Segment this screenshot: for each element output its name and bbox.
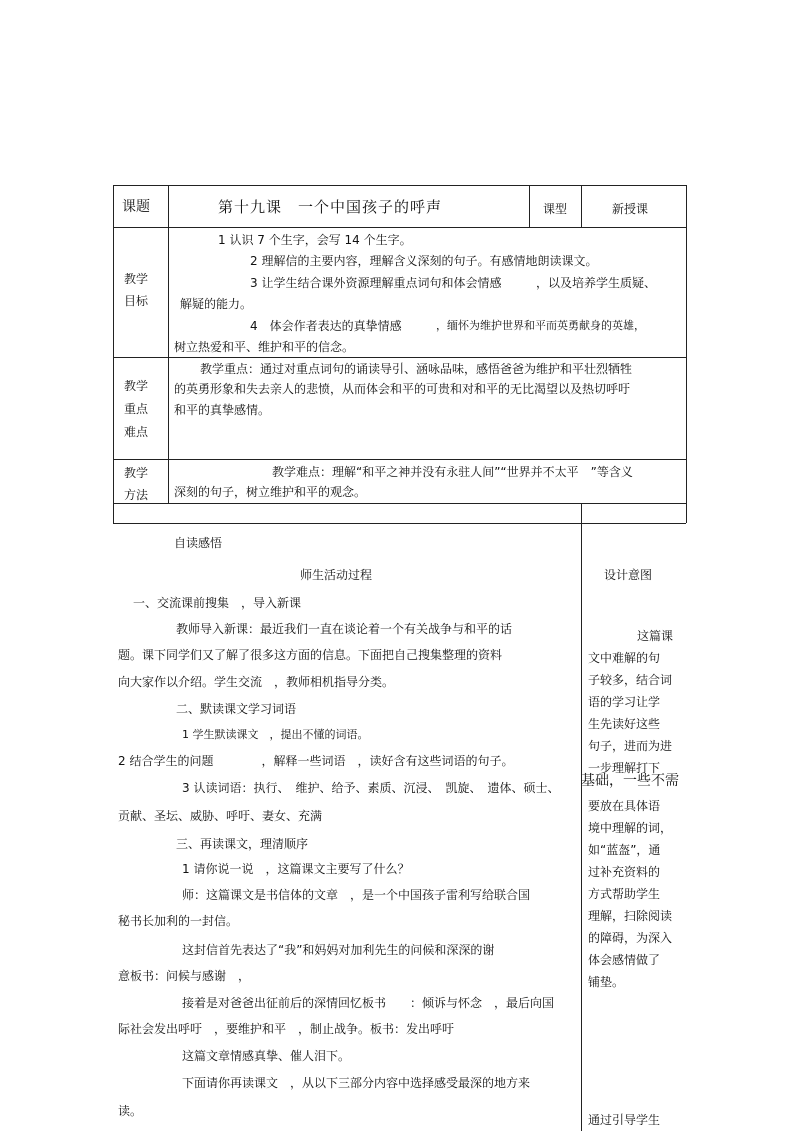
process-column-title: 师生活动过程 bbox=[300, 568, 373, 582]
goal-2: 2 理解信的主要内容，理解含义深刻的句子。有感情地朗读课文。 bbox=[250, 254, 598, 268]
para-3a: 1 请你说一说 ，这篇课文主要写了什么？ bbox=[182, 862, 410, 876]
grid-line bbox=[168, 185, 169, 503]
design-note-line: 如“蓝盔”，通 bbox=[588, 843, 661, 857]
design-note-line: 铺垫。 bbox=[588, 975, 625, 989]
para-2d: 贡献、圣坛、威胁、呼吁、妻女、充满 bbox=[118, 809, 323, 823]
para-3e: 意板书：问候与感谢 ， bbox=[118, 969, 251, 983]
focus-line-3: 和平的真挚感情。 bbox=[174, 403, 271, 417]
para-3c: 秘书长加利的一封信。 bbox=[118, 914, 239, 928]
para-3f: 接着是对爸爸出征前后的深情回忆板书 ：倾诉与怀念 ，最后向国 bbox=[182, 996, 555, 1010]
para-3g: 际社会发出呼吁 ，要维护和平 ，制止战争。板书：发出呼吁 bbox=[118, 1022, 455, 1036]
design-note-line: 体会感情做了 bbox=[588, 953, 661, 967]
topic-label: 课题 bbox=[122, 199, 150, 215]
design-note-line: 这篇课 bbox=[637, 629, 674, 643]
grid-line bbox=[529, 185, 530, 227]
para-3j: 读。 bbox=[118, 1104, 143, 1118]
focus-label-1: 教学 bbox=[124, 379, 149, 393]
method-label-1: 教学 bbox=[124, 466, 149, 480]
para-3i: 下面请你再读课文 ，从以下三部分内容中选择感受最深的地方来 bbox=[182, 1076, 531, 1090]
design-note-line: 理解，扫除阅读 bbox=[588, 909, 673, 923]
design-note-line: 通过引导学生 bbox=[588, 1113, 661, 1127]
design-note-line: 的障碍，为深入 bbox=[588, 931, 673, 945]
design-note-line: 过补充资料的 bbox=[588, 865, 661, 879]
focus-line-1: 教学重点：通过对重点词句的诵读导引、涵咏品味，感悟爸爸为维护和平壮烈牺牲 bbox=[200, 362, 633, 376]
grid-line bbox=[113, 357, 686, 358]
design-note-line: 子较多，结合词 bbox=[588, 673, 673, 687]
section-2-heading: 二、默读课文学习词语 bbox=[176, 702, 297, 716]
goal-4c: 树立热爱和平、维护和平的信念。 bbox=[174, 340, 355, 354]
para-3b: 师：这篇课文是书信体的文章 ，是一个中国孩子雷利写给联合国 bbox=[182, 888, 531, 902]
lesson-type: 新授课 bbox=[612, 202, 649, 216]
method-label-2: 方法 bbox=[124, 488, 149, 502]
grid-line bbox=[113, 523, 686, 524]
design-note-line: 方式帮助学生 bbox=[588, 887, 661, 901]
goal-3a: 3 让学生结合课外资源理解重点词句和体会情感 bbox=[250, 276, 502, 290]
design-column-title: 设计意图 bbox=[604, 568, 653, 582]
goal-4b: ，缅怀为维护世界和平而英勇献身的英雄， bbox=[436, 319, 645, 332]
focus-label-3: 难点 bbox=[124, 425, 149, 439]
para-2c: 3 认读词语：执行、 维护、给予、素质、沉浸、 凯旋、 遗体、硕士、 bbox=[182, 781, 560, 795]
para-1a: 教师导入新课：最近我们一直在谈论着一个有关战争与和平的话 bbox=[176, 622, 513, 636]
goals-label-1: 教学 bbox=[124, 272, 149, 286]
method-line-2: 深刻的句子，树立维护和平的观念。 bbox=[174, 485, 367, 499]
design-note-line: 一步理解打下 bbox=[588, 761, 661, 775]
grid-line bbox=[581, 503, 582, 1131]
section-3-heading: 三、再读课文，理清顺序 bbox=[176, 837, 309, 851]
design-note-line: 文中难解的句 bbox=[588, 651, 661, 665]
para-2b: 2 结合学生的问题 ，解释一些词语 ，读好含有这些词语的句子。 bbox=[118, 754, 514, 768]
para-3d: 这封信首先表达了“我”和妈妈对加利先生的问候和深深的谢 bbox=[182, 943, 495, 957]
focus-line-2: 的英勇形象和失去亲人的悲愤，从而体会和平的可贵和对和平的无比渴望以及热切呼吁 bbox=[174, 382, 631, 396]
goal-3b: ，以及培养学生质疑、 bbox=[536, 276, 657, 290]
grid-line bbox=[113, 185, 686, 186]
goal-4a: 4 体会作者表达的真挚情感 bbox=[250, 319, 402, 333]
para-1c: 向大家作以介绍。学生交流 ，教师相机指导分类。 bbox=[118, 675, 395, 689]
section-1-heading: 一、交流课前搜集 ，导入新课 bbox=[133, 596, 302, 610]
design-note-line: 境中理解的词， bbox=[588, 821, 673, 835]
type-label: 课型 bbox=[543, 202, 568, 216]
design-note-line: 要放在具体语 bbox=[588, 799, 661, 813]
grid-line bbox=[113, 227, 686, 228]
focus-label-2: 重点 bbox=[124, 402, 149, 416]
lesson-title: 第十九课 一个中国孩子的呼声 bbox=[218, 198, 443, 216]
goal-3c: 解疑的能力。 bbox=[180, 297, 253, 311]
design-note-line: 生先读好这些 bbox=[588, 717, 661, 731]
grid-line bbox=[113, 459, 686, 460]
goals-label-2: 目标 bbox=[124, 294, 149, 308]
grid-line bbox=[581, 185, 582, 227]
design-note-line: 句子，进而为进 bbox=[588, 739, 673, 753]
method-line-1: 教学难点：理解“和平之神并没有永驻人间”“世界并不太平 ”等含义 bbox=[272, 465, 633, 479]
grid-line bbox=[686, 185, 687, 523]
design-note-line: 基础，一些不需 bbox=[581, 773, 679, 789]
goal-1: 1 认识 7 个生字，会写 14 个生字。 bbox=[218, 233, 412, 247]
para-2a: 1 学生默读课文 ，提出不懂的词语。 bbox=[182, 728, 369, 741]
para-1b: 题。课下同学们又了解了很多这方面的信息。下面把自己搜集整理的资料 bbox=[118, 648, 503, 662]
grid-line bbox=[113, 503, 686, 504]
para-3h: 这篇文章情感真挚、催人泪下。 bbox=[182, 1049, 351, 1063]
self-read-heading: 自读感悟 bbox=[174, 536, 223, 550]
design-note-line: 语的学习让学 bbox=[588, 695, 661, 709]
grid-line bbox=[113, 185, 114, 523]
